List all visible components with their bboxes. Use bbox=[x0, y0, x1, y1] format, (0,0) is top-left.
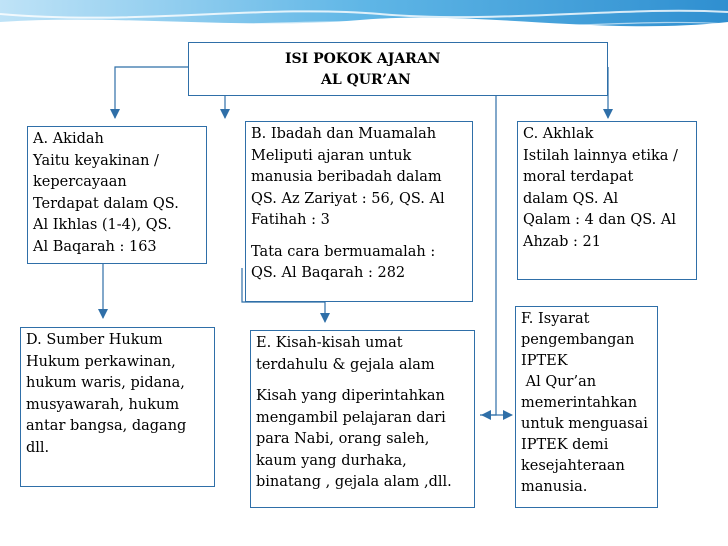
box-f-line: memerintahkan bbox=[521, 395, 638, 411]
box-a-line: Yaitu keyakinan / bbox=[33, 152, 159, 169]
box-d-line: dll. bbox=[26, 439, 50, 456]
box-c-line: Ahzab : 21 bbox=[523, 233, 601, 250]
box-a-line: Al Baqarah : 163 bbox=[33, 238, 157, 255]
box-d-line: Hukum perkawinan, bbox=[26, 353, 176, 370]
box-b-line: B. Ibadah dan Muamalah bbox=[251, 126, 437, 142]
box-a-line: Terdapat dalam QS. bbox=[33, 195, 179, 212]
box-a-line: A. Akidah bbox=[33, 131, 104, 147]
box-b-line: QS. Al Baqarah : 282 bbox=[251, 265, 406, 281]
box-kisah-umat bbox=[250, 330, 475, 508]
box-f-line: manusia. bbox=[521, 479, 588, 495]
box-e-line: mengambil pelajaran dari bbox=[256, 409, 446, 426]
box-ibadah-muamalah bbox=[245, 121, 473, 302]
title-line-2: AL QUR’AN bbox=[321, 72, 411, 88]
box-b-line: manusia beribadah dalam bbox=[251, 169, 442, 185]
box-f-line: F. Isyarat bbox=[521, 311, 590, 327]
box-b-gap bbox=[251, 232, 467, 242]
box-b-line: Meliputi ajaran untuk bbox=[251, 147, 412, 164]
box-a-line: Al Ikhlas (1-4), QS. bbox=[33, 217, 172, 233]
box-akhlak bbox=[517, 121, 697, 280]
box-b-line: QS. Az Zariyat : 56, QS. Al bbox=[251, 190, 445, 207]
box-f-line: IPTEK bbox=[521, 353, 568, 369]
title-box bbox=[188, 42, 608, 96]
box-e-line: E. Kisah-kisah umat bbox=[256, 335, 403, 351]
box-akidah bbox=[27, 126, 207, 264]
box-d-line: musyawarah, hukum bbox=[26, 396, 180, 413]
box-c-line: C. Akhlak bbox=[523, 126, 594, 142]
title-line-1: ISI POKOK AJARAN bbox=[285, 51, 441, 67]
box-d-line: antar bangsa, dagang bbox=[26, 418, 187, 434]
box-e-line: Kisah yang diperintahkan bbox=[256, 388, 445, 404]
box-b-line: Fatihah : 3 bbox=[251, 212, 330, 228]
box-c-line: Qalam : 4 dan QS. Al bbox=[523, 212, 677, 228]
box-f-line: IPTEK demi bbox=[521, 437, 609, 453]
box-c-line: Istilah lainnya etika / bbox=[523, 147, 678, 164]
box-f-line: pengembangan bbox=[521, 332, 635, 348]
box-e-line: terdahulu & gejala alam bbox=[256, 356, 435, 373]
box-d-line: hukum waris, pidana, bbox=[26, 375, 185, 391]
box-c-line: moral terdapat bbox=[523, 169, 634, 185]
box-sumber-hukum bbox=[20, 327, 215, 487]
box-f-line: Al Qur’an bbox=[521, 374, 597, 390]
box-f-line: kesejahteraan bbox=[521, 458, 625, 474]
box-b-line: Tata cara bermuamalah : bbox=[251, 243, 436, 260]
box-d-line: D. Sumber Hukum bbox=[26, 332, 163, 348]
box-e-line: kaum yang durhaka, bbox=[256, 452, 407, 469]
box-c-line: dalam QS. Al bbox=[523, 190, 619, 207]
box-f-line: untuk menguasai bbox=[521, 416, 648, 432]
box-isyarat-iptek bbox=[515, 306, 658, 508]
box-e-gap bbox=[256, 376, 469, 386]
box-e-line: para Nabi, orang saleh, bbox=[256, 431, 430, 447]
box-a-line: kepercayaan bbox=[33, 174, 127, 190]
box-e-line: binatang , gejala alam ,dll. bbox=[256, 474, 452, 490]
